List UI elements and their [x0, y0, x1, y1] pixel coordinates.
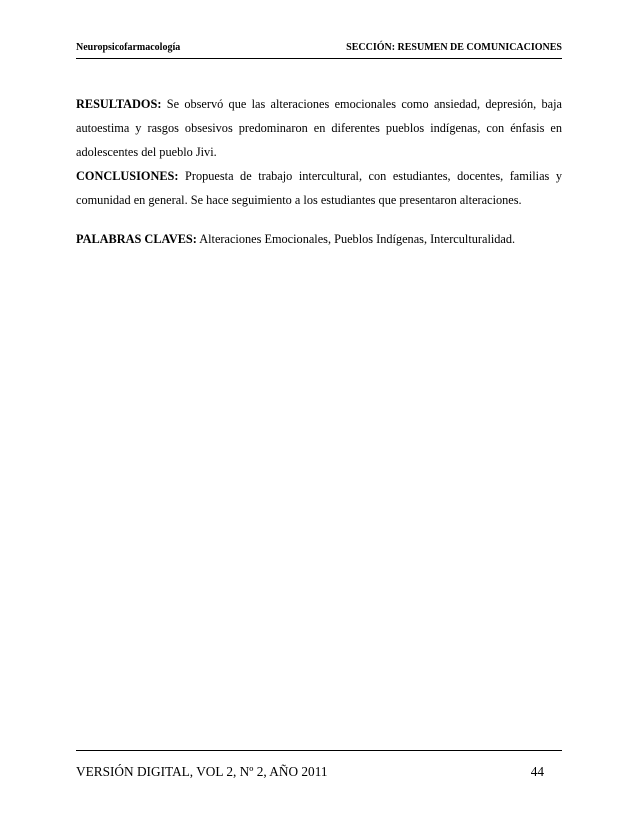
keywords-label: PALABRAS CLAVES: — [76, 232, 197, 246]
section-title: SECCIÓN: RESUMEN DE COMUNICACIONES — [346, 42, 562, 53]
keywords-paragraph — [76, 227, 562, 251]
running-header — [76, 42, 562, 59]
page-number: 44 — [530, 764, 544, 779]
keywords-text: Alteraciones Emocionales, Pueblos Indígenas, Interculturalidad. — [196, 232, 516, 246]
results-text: Se observó que las alteraciones emocionales como ansiedad, depresión, baja autoestima y rasgos obsesivos predominaron en diferentes pueblos indígenas, con énfasis en adolescentes del pueblo Jivi. — [76, 97, 562, 159]
results-label: RESULTADOS: — [76, 97, 162, 111]
journal-name: Neuropsicofarmacología — [76, 42, 181, 53]
conclusions-paragraph — [76, 164, 562, 212]
version-info: VERSIÓN DIGITAL, VOL 2, Nº 2, AÑO 2011 — [76, 764, 328, 779]
conclusions-text: Propuesta de trabajo intercultural, con estudiantes, docentes, familias y comunidad en general. Se hace seguimiento a los estudiantes que presentaron alteraciones. — [76, 169, 562, 207]
page-footer — [76, 750, 562, 777]
results-paragraph — [76, 92, 562, 164]
conclusions-label: CONCLUSIONES: — [76, 169, 179, 183]
